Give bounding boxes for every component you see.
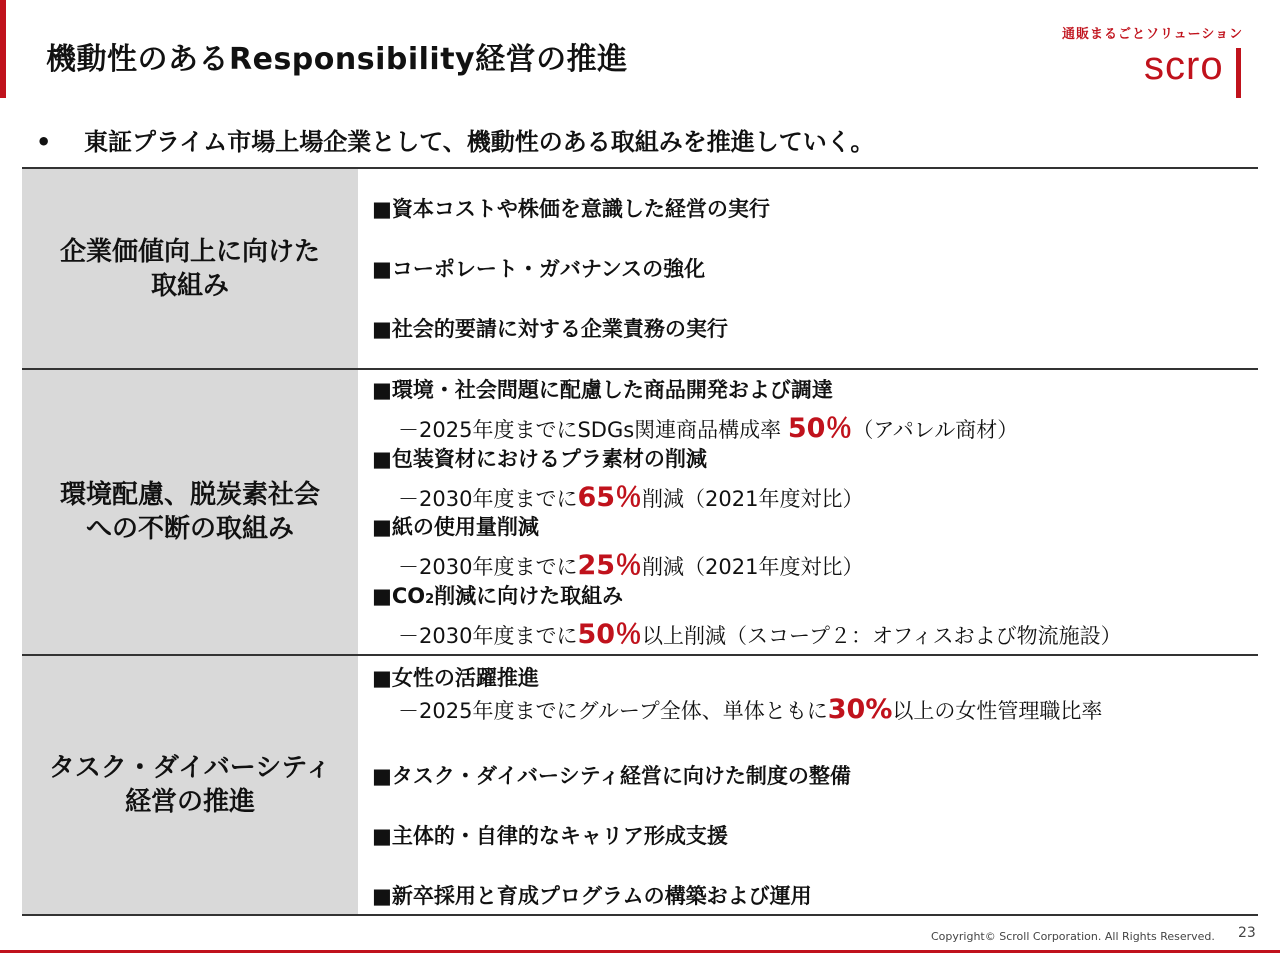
target-highlight: 50％: [577, 619, 643, 650]
target-text: 削減（2021年度対比）: [642, 555, 864, 579]
initiative-target: [398, 475, 863, 514]
page-title: 機動性のあるResponsibility経営の推進: [46, 42, 628, 77]
content-cell: [358, 656, 1258, 914]
initiative-item: ■タスク・ダイバーシティ経営に向けた制度の整備: [372, 764, 851, 788]
content-cell: [358, 169, 1258, 368]
initiative-target: [398, 694, 1102, 725]
initiative-item: ■女性の活躍推進: [372, 666, 539, 690]
table-row-diversity: [22, 656, 1258, 914]
initiative-item: ■主体的・自律的なキャリア形成支援: [372, 824, 728, 848]
category-cell: [22, 169, 358, 368]
initiative-item: ■社会的要請に対する企業責務の実行: [372, 317, 728, 341]
target-text: 以上削減（スコープ２：オフィスおよび物流施設）: [642, 624, 1122, 648]
initiative-target: [398, 406, 1018, 445]
table-row-corporate-value: [22, 169, 1258, 368]
target-highlight: 65％: [577, 482, 643, 513]
initiative-item: ■紙の使用量削減: [372, 515, 539, 539]
initiative-item: ■資本コストや株価を意識した経営の実行: [372, 197, 770, 221]
table-row-environment: [22, 370, 1258, 654]
initiative-target: [398, 543, 863, 582]
initiatives-table: [22, 167, 1258, 916]
target-text: －2030年度までに: [398, 624, 578, 648]
category-cell: [22, 656, 358, 914]
logo-wordmark: scro: [1144, 44, 1224, 88]
logo-tagline: 通販まるごとソリューション: [1062, 27, 1244, 42]
initiative-item: ■新卒採用と育成プログラムの構築および運用: [372, 884, 812, 908]
item-text: 削減に向けた取組み: [434, 584, 624, 608]
bullet-dot: •: [36, 128, 52, 156]
initiative-target: [398, 612, 1122, 651]
target-text: －2030年度までに: [398, 555, 578, 579]
category-label: 企業価値向上に向けた 取組み: [59, 236, 320, 301]
target-text: －2030年度までに: [398, 487, 578, 511]
target-text: 以上の女性管理職比率: [892, 699, 1103, 723]
initiative-item: ■包装資材におけるプラ素材の削減: [372, 447, 707, 471]
table-divider: [22, 914, 1258, 916]
initiative-item: [372, 580, 623, 610]
target-highlight: 30%: [827, 694, 893, 725]
page-number: 23: [1238, 925, 1256, 941]
target-text: 削減（2021年度対比）: [642, 487, 864, 511]
intro-statement: [36, 122, 874, 157]
target-text: －2025年度までにグループ全体、単体ともに: [398, 699, 828, 723]
target-text: （アパレル商材）: [852, 418, 1019, 442]
category-cell: [22, 370, 358, 654]
left-accent-bar: [0, 0, 6, 98]
company-logo: [1056, 20, 1256, 100]
content-cell: [358, 370, 1258, 654]
target-text: －2025年度までにSDGs関連商品構成率: [398, 418, 788, 442]
item-text: ■CO: [372, 584, 426, 608]
category-label: タスク・ダイバーシティ 経営の推進: [48, 753, 332, 817]
intro-text: 東証プライム市場上場企業として、機動性のある取組みを推進していく。: [84, 128, 875, 156]
subscript-two: 2: [425, 592, 435, 607]
copyright-notice: Copyright© Scroll Corporation. All Rights Reserved.: [931, 930, 1215, 943]
initiative-item: ■環境・社会問題に配慮した商品開発および調達: [372, 378, 833, 402]
initiative-item: ■コーポレート・ガバナンスの強化: [372, 257, 706, 281]
footer-accent-line: [0, 950, 1280, 953]
logo-bar-mark: [1236, 48, 1241, 98]
target-highlight: 50％: [787, 413, 853, 444]
target-highlight: 25％: [577, 550, 643, 581]
category-label: 環境配慮、脱炭素社会 への不断の取組み: [59, 480, 320, 544]
